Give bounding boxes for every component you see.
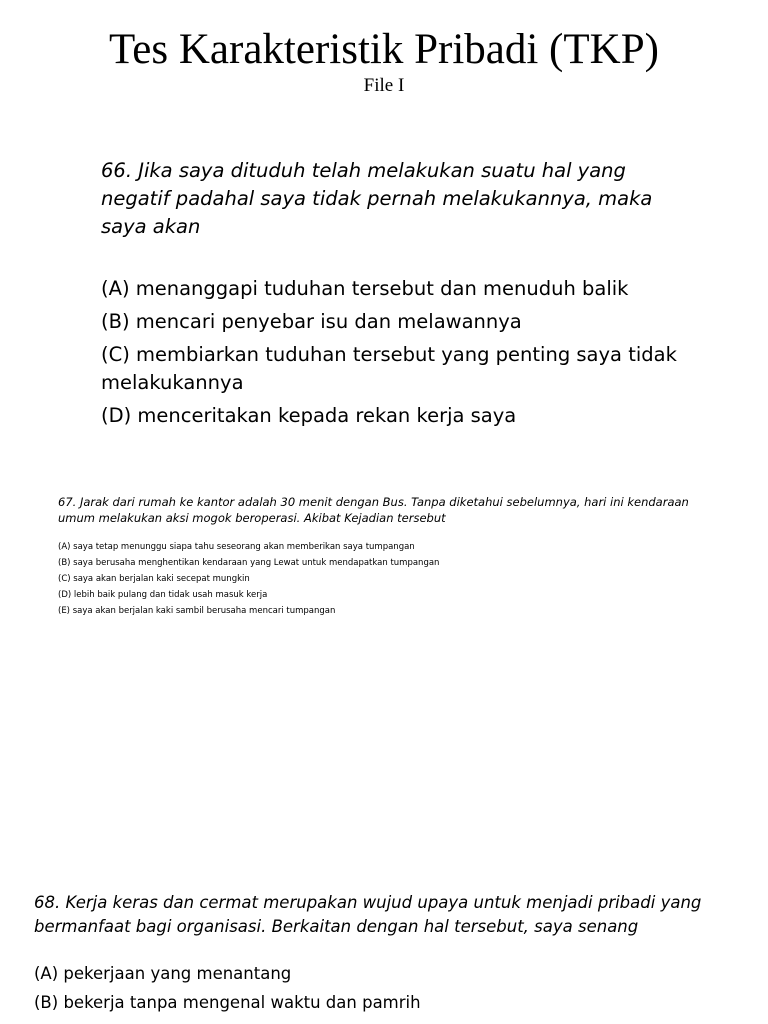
- page-title: Tes Karakteristik Pribadi (TKP): [109, 26, 659, 73]
- question-66-option-a: (A) menanggapi tuduhan tersebut dan menuduh balik: [101, 277, 629, 300]
- question-67-option-e: (E) saya akan berjalan kaki sambil berusaha mencari tumpangan: [58, 606, 336, 616]
- question-67-stem: 67. Jarak dari rumah ke kantor adalah 30 menit dengan Bus. Tanpa diketahui sebelumnya, hari ini kendaraan umum melakukan aksi mogok beroperasi. Akibat Kejadian tersebut: [58, 495, 689, 525]
- question-66-option-d: (D) menceritakan kepada rekan kerja saya: [101, 404, 517, 427]
- question-68: [34, 891, 734, 1017]
- question-66-option-c: (C) membiarkan tuduhan tersebut yang penting saya tidak melakukannya: [101, 343, 677, 394]
- question-66-options: [101, 275, 681, 430]
- question-68-option-a: (A) pekerjaan yang menantang: [34, 964, 292, 983]
- question-67-option-a: (A) saya tetap menunggu siapa tahu seseorang akan memberikan saya tumpangan: [58, 542, 415, 552]
- question-67-option-b: (B) saya berusaha menghentikan kendaraan yang Lewat untuk mendapatkan tumpangan: [58, 558, 440, 568]
- question-67-option-d: (D) lebih baik pulang dan tidak usah masuk kerja: [58, 590, 268, 600]
- question-68-option-b: (B) bekerja tanpa mengenal waktu dan pamrih: [34, 993, 421, 1012]
- question-67: [58, 494, 728, 619]
- question-67-options: [58, 539, 728, 619]
- question-67-option-c: (C) saya akan berjalan kaki secepat mungkin: [58, 574, 250, 584]
- question-66-option-b: (B) mencari penyebar isu dan melawannya: [101, 310, 522, 333]
- question-68-stem: 68. Kerja keras dan cermat merupakan wujud upaya untuk menjadi pribadi yang bermanfaat bagi organisasi. Berkaitan dengan hal tersebut, saya senang: [34, 893, 702, 936]
- question-66: [101, 157, 681, 434]
- page-subtitle: File I: [363, 75, 405, 96]
- question-66-stem: 66. Jika saya dituduh telah melakukan suatu hal yang negatif padahal saya tidak pernah melakukannya, maka saya akan: [101, 159, 653, 238]
- question-68-options: [34, 959, 734, 1017]
